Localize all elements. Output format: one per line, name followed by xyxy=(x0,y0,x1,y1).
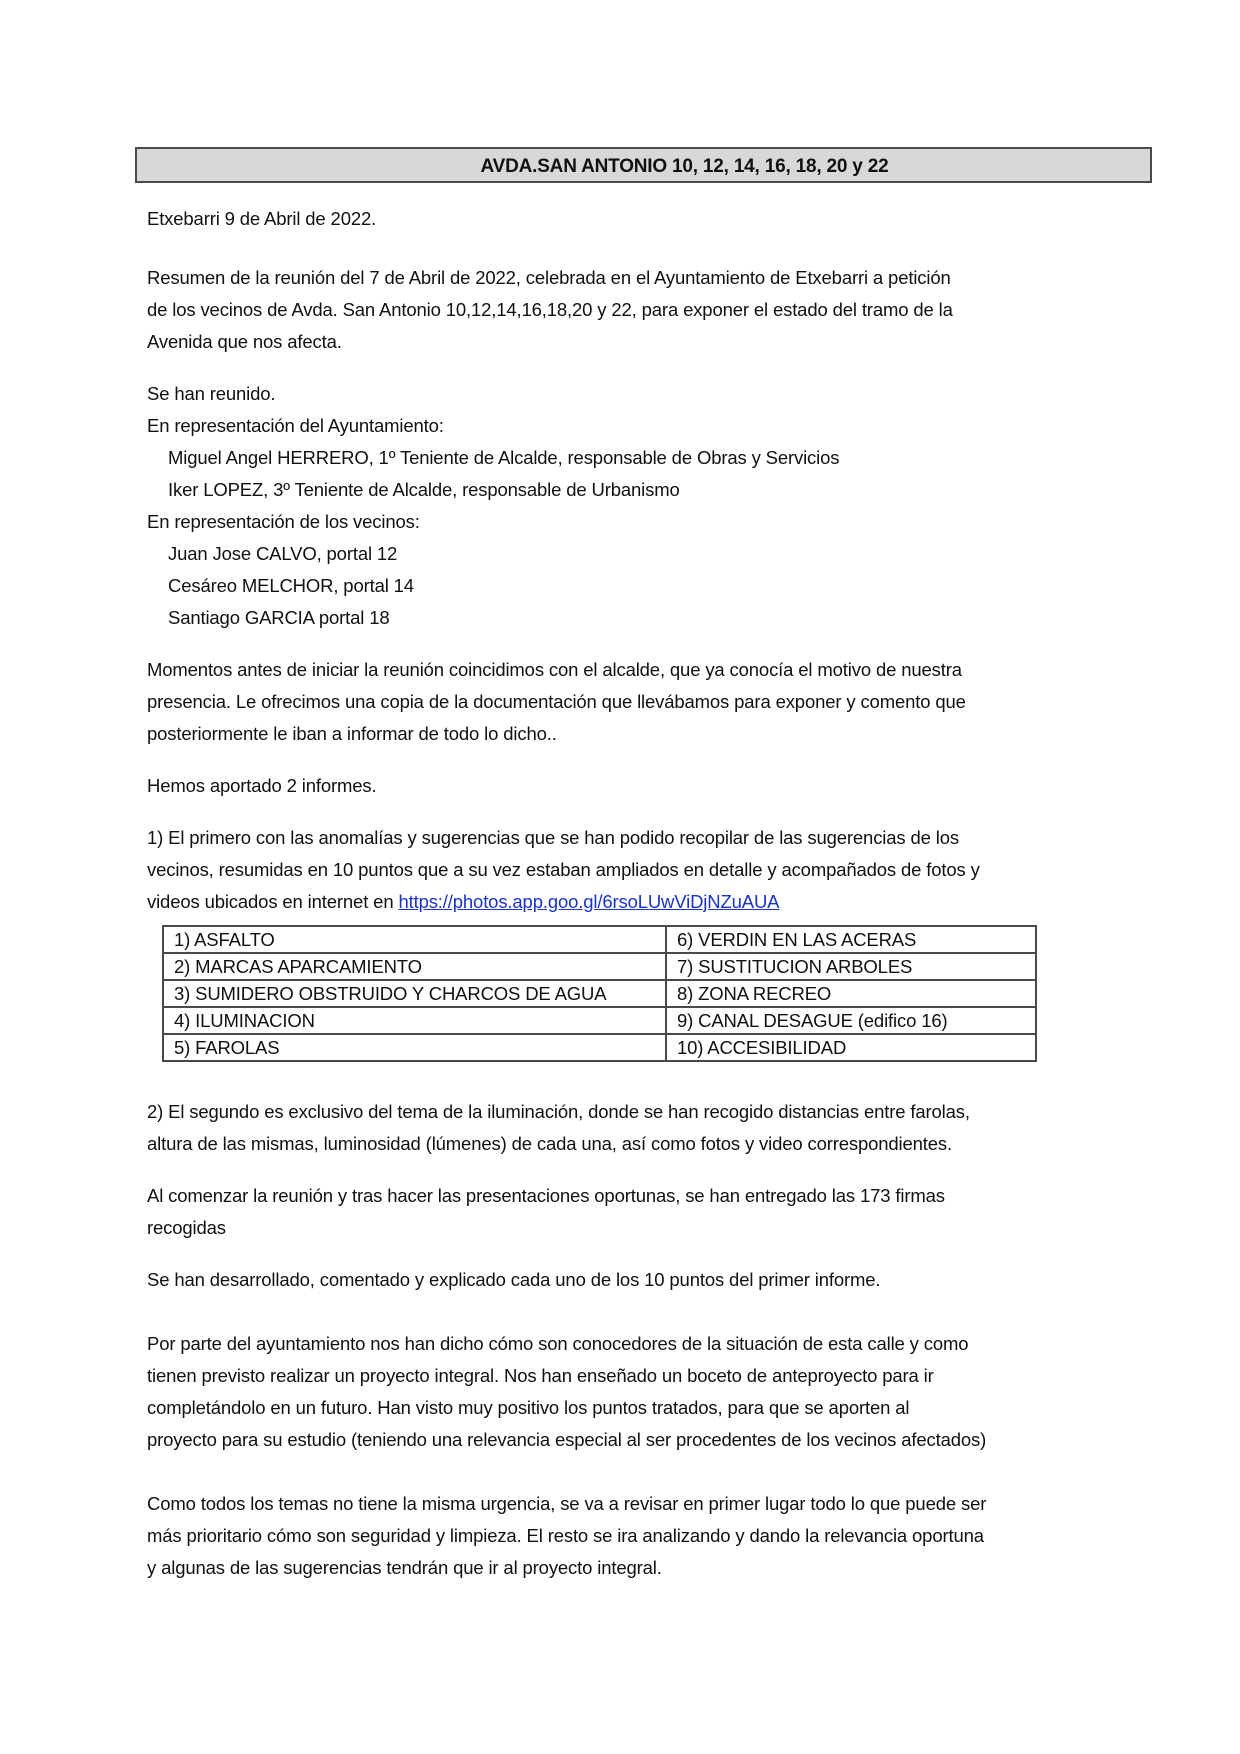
table-cell: 1) ASFALTO xyxy=(163,926,666,953)
issues-table xyxy=(162,925,1037,1062)
photos-album-link[interactable]: https://photos.app.goo.gl/6rsoLUwViDjNZuAUA xyxy=(398,891,780,912)
title-banner xyxy=(135,147,1152,183)
paragraph-line xyxy=(147,886,779,918)
paragraph-line: Al comenzar la reunión y tras hacer las presentaciones oportunas, se han entregado las 173 firmas xyxy=(147,1185,945,1206)
table-cell: 8) ZONA RECREO xyxy=(666,980,1036,1007)
paragraph-line: presencia. Le ofrecimos una copia de la documentación que llevábamos para exponer y comento que xyxy=(147,691,966,712)
table-row xyxy=(163,926,1036,953)
paragraph-line: Por parte del ayuntamiento nos han dicho cómo son conocedores de la situación de esta calle y como xyxy=(147,1333,969,1354)
paragraph-line: más prioritario cómo son seguridad y limpieza. El resto se ira analizando y dando la relevancia oportuna xyxy=(147,1525,984,1546)
residents-heading: En representación de los vecinos: xyxy=(147,511,420,532)
table-cell: 2) MARCAS APARCAMIENTO xyxy=(163,953,666,980)
paragraph-line: recogidas xyxy=(147,1217,226,1238)
table-cell: 3) SUMIDERO OBSTRUIDO Y CHARCOS DE AGUA xyxy=(163,980,666,1007)
table-row xyxy=(163,1034,1036,1061)
summary-line: Avenida que nos afecta. xyxy=(147,331,342,352)
attendees-intro: Se han reunido. xyxy=(147,383,276,404)
paragraph-line: Momentos antes de iniciar la reunión coincidimos con el alcalde, que ya conocía el motivo de nuestra xyxy=(147,659,962,680)
resident-representative: Santiago GARCIA portal 18 xyxy=(168,607,390,628)
document-title: AVDA.SAN ANTONIO 10, 12, 14, 16, 18, 20 y 22 xyxy=(480,156,889,177)
table-cell: 10) ACCESIBILIDAD xyxy=(666,1034,1036,1061)
date-line: Etxebarri 9 de Abril de 2022. xyxy=(147,208,377,229)
table-row xyxy=(163,953,1036,980)
summary-line: de los vecinos de Avda. San Antonio 10,12,14,16,18,20 y 22, para exponer el estado del tramo de la xyxy=(147,299,953,320)
resident-representative: Juan Jose CALVO, portal 12 xyxy=(168,543,398,564)
table-row xyxy=(163,1007,1036,1034)
link-prefix: videos ubicados en internet en xyxy=(147,891,399,912)
paragraph-line: 2) El segundo es exclusivo del tema de la iluminación, donde se han recogido distancias entre farolas, xyxy=(147,1101,970,1122)
resident-representative: Cesáreo MELCHOR, portal 14 xyxy=(168,575,414,596)
council-heading: En representación del Ayuntamiento: xyxy=(147,415,444,436)
table-cell: 7) SUSTITUCION ARBOLES xyxy=(666,953,1036,980)
paragraph-line: posteriormente le iban a informar de todo lo dicho.. xyxy=(147,723,557,744)
table-cell: 9) CANAL DESAGUE (edifico 16) xyxy=(666,1007,1036,1034)
council-member: Iker LOPEZ, 3º Teniente de Alcalde, responsable de Urbanismo xyxy=(168,479,680,500)
table-cell: 6) VERDIN EN LAS ACERAS xyxy=(666,926,1036,953)
paragraph-line: Como todos los temas no tiene la misma urgencia, se va a revisar en primer lugar todo lo que puede ser xyxy=(147,1493,987,1514)
points-discussed: Se han desarrollado, comentado y explicado cada uno de los 10 puntos del primer informe. xyxy=(147,1269,881,1290)
paragraph-line: vecinos, resumidas en 10 puntos que a su vez estaban ampliados en detalle y acompañados de fotos y xyxy=(147,859,980,880)
summary-line: Resumen de la reunión del 7 de Abril de 2022, celebrada en el Ayuntamiento de Etxebarri a petición xyxy=(147,267,951,288)
table-row xyxy=(163,980,1036,1007)
paragraph-line: y algunas de las sugerencias tendrán que ir al proyecto integral. xyxy=(147,1557,662,1578)
paragraph-line: altura de las mismas, luminosidad (lúmenes) de cada una, así como fotos y video correspondientes. xyxy=(147,1133,953,1154)
table-cell: 5) FAROLAS xyxy=(163,1034,666,1061)
reports-intro: Hemos aportado 2 informes. xyxy=(147,775,377,796)
table-cell: 4) ILUMINACION xyxy=(163,1007,666,1034)
paragraph-line: 1) El primero con las anomalías y sugerencias que se han podido recopilar de las sugerencias de los xyxy=(147,827,959,848)
paragraph-line: completándolo en un futuro. Han visto muy positivo los puntos tratados, para que se aporten al xyxy=(147,1397,910,1418)
paragraph-line: tienen previsto realizar un proyecto integral. Nos han enseñado un boceto de anteproyecto para ir xyxy=(147,1365,934,1386)
paragraph-line: proyecto para su estudio (teniendo una relevancia especial al ser procedentes de los vecinos afectados) xyxy=(147,1429,987,1450)
council-member: Miguel Angel HERRERO, 1º Teniente de Alcalde, responsable de Obras y Servicios xyxy=(168,447,840,468)
